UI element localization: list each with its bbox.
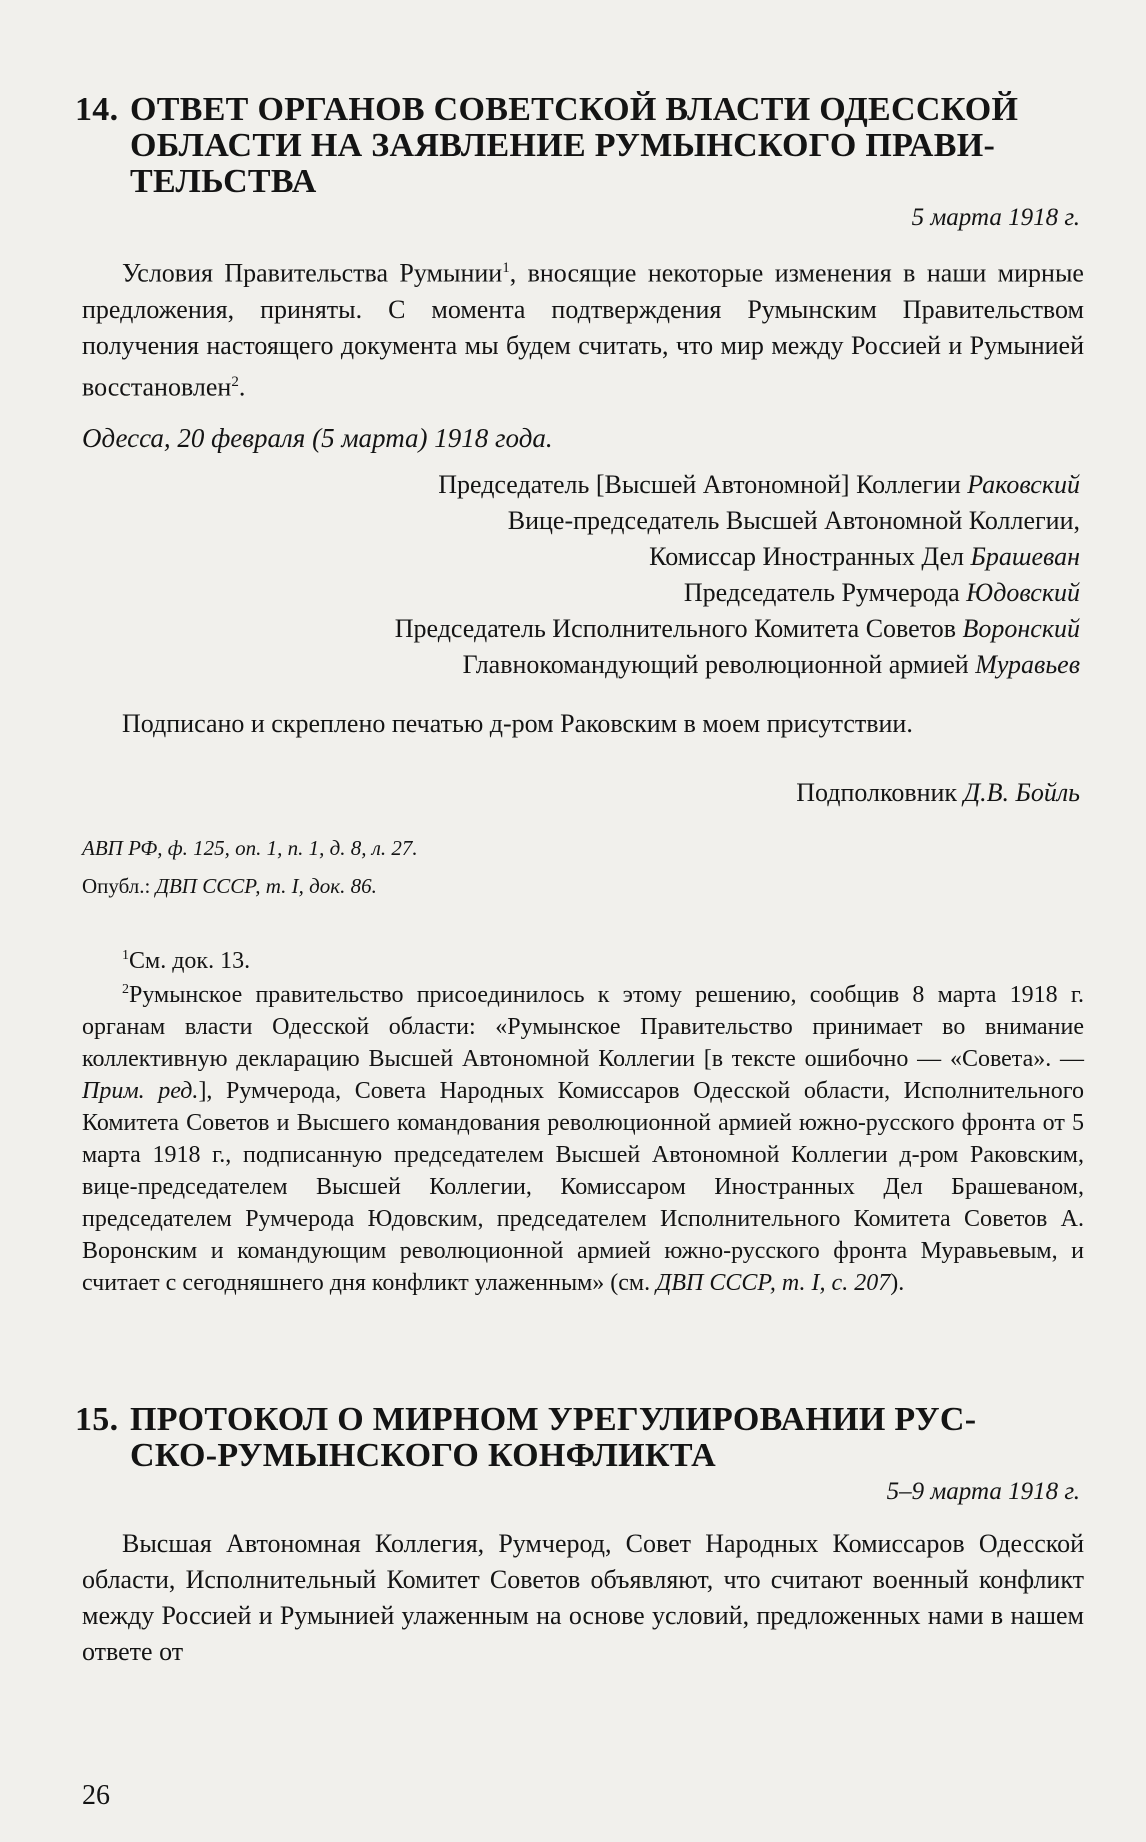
doc15-heading — [75, 1402, 1085, 1476]
signature-line — [463, 650, 1080, 680]
signature-line — [395, 614, 1080, 644]
footnote-1 — [82, 940, 1084, 977]
publication-reference — [82, 874, 377, 899]
signature-role: Председатель [Высшей Автономной] Коллегии — [438, 470, 961, 499]
doc15-body — [82, 1526, 1084, 1670]
signature-role: Главнокомандующий революционной армией — [462, 650, 969, 679]
doc14-body-text-1: Условия Правительства Румынии — [122, 258, 503, 288]
doc14-title-line3: ТЕЛЬСТВА — [130, 163, 317, 200]
doc14-place-date: Одесса, 20 февраля (5 марта) 1918 года. — [82, 423, 553, 453]
footnote-ref-source: ДВП СССР, т. I, с. 207 — [656, 1270, 891, 1296]
signature-line — [438, 470, 1080, 500]
certification-text: Подписано и скреплено печатью д-ром Раковским в моем присутствии. — [122, 709, 913, 738]
certifier-line — [796, 778, 1080, 808]
signature-role: Вице-председатель Высшей Автономной Коллегии, — [507, 506, 1080, 535]
doc15-title-line2: СКО-РУМЫНСКОГО КОНФЛИКТА — [130, 1437, 716, 1474]
footnote-text: ). — [890, 1270, 905, 1296]
page-number: 26 — [82, 1780, 110, 1811]
doc14-title-line2: ОБЛАСТИ НА ЗАЯВЛЕНИЕ РУМЫНСКОГО ПРАВИ- — [130, 127, 996, 164]
signature-line — [508, 506, 1080, 536]
footnote-ref-1: 1 — [502, 260, 510, 276]
signature-name: Воронский — [962, 614, 1080, 643]
doc15-date: 5–9 марта 1918 г. — [886, 1478, 1080, 1505]
doc15-title-line1: ПРОТОКОЛ О МИРНОМ УРЕГУЛИРОВАНИИ РУС- — [130, 1401, 977, 1438]
doc14-body-text-3: . — [238, 372, 246, 402]
footnote-text: Румынское правительство присоединилось к этому решению, сообщив 8 марта 1918 г. органам власти Одесской области: «Румынское Правительство принимает во внимание коллективную декларацию Высшей Автономной Коллегии [в тексте ошибочно — «Совета». — — [82, 982, 1084, 1072]
published-ref: ДВП СССР, т. I, док. 86. — [155, 874, 377, 898]
signature-name: Брашеван — [970, 542, 1080, 571]
doc14-number: 14. — [75, 91, 119, 128]
signature-role: Председатель Исполнительного Комитета Советов — [394, 614, 957, 643]
certifier-name: Д.В. Бойль — [963, 778, 1080, 807]
signature-line — [649, 542, 1080, 572]
signature-role: Комиссар Иностранных Дел — [649, 542, 964, 571]
footnote-mark: 2 — [122, 982, 129, 997]
doc14-body — [82, 250, 1084, 405]
footnote-text: См. док. 13. — [129, 948, 251, 974]
signature-name: Раковский — [967, 470, 1080, 499]
footnote-ref-2: 2 — [231, 373, 239, 390]
signature-name: Муравьев — [975, 650, 1080, 679]
footnote-mark: 1 — [122, 948, 129, 963]
signature-line — [684, 578, 1080, 608]
doc15-body-text: Высшая Автономная Коллегия, Румчерод, Совет Народных Комиссаров Одесской области, Исполнительный Комитет Советов объявляют, что считают военный конфликт между Россией и Румынией улаженным на основе условий, предложенных нами в нашем ответе от — [82, 1529, 1084, 1666]
footnote-text: ], Румчерода, Совета Народных Комиссаров Одесской области, Исполнительного Комитета Советов и Высшего командования революционной армией южно-русского фронта от 5 марта 1918 г., подписанную председателем Высшей Автономной Коллегии д-ром Раковским, вице-председателем Высшей Коллегии, Комиссаром Иностранных Дел Брашеваном, председателем Румчерода Юдовским, председателем Исполнительного Комитета Советов А. Воронским и командующим революционной армией южно-русского фронта Муравьевым, и считает с сегодняшнего дня конфликт улаженным» (см. — [82, 1078, 1085, 1296]
doc14-body-text-2: , вносящие некоторые изменения в наши мирные предложения, приняты. С момента подтверждения Румынским Правительством получения настоящего документа мы будем считать, что мир между Россией и Румынией восстановлен — [82, 258, 1084, 402]
doc15-number: 15. — [75, 1401, 119, 1438]
certifier-role: Подполковник — [796, 778, 958, 807]
doc14-certification — [82, 706, 1084, 742]
signature-role: Председатель Румчерода — [683, 578, 960, 607]
archive-reference: АВП РФ, ф. 125, оп. 1, п. 1, д. 8, л. 27. — [82, 836, 418, 860]
footnote-2 — [82, 974, 1084, 1299]
doc14-title-line1: ОТВЕТ ОРГАНОВ СОВЕТСКОЙ ВЛАСТИ ОДЕССКОЙ — [130, 91, 1019, 128]
signature-name: Юдовский — [966, 578, 1080, 607]
doc14-date: 5 марта 1918 г. — [911, 204, 1080, 231]
published-label: Опубл.: — [82, 874, 151, 898]
doc14-heading — [75, 92, 1085, 202]
editor-note: Прим. ред. — [82, 1078, 199, 1104]
